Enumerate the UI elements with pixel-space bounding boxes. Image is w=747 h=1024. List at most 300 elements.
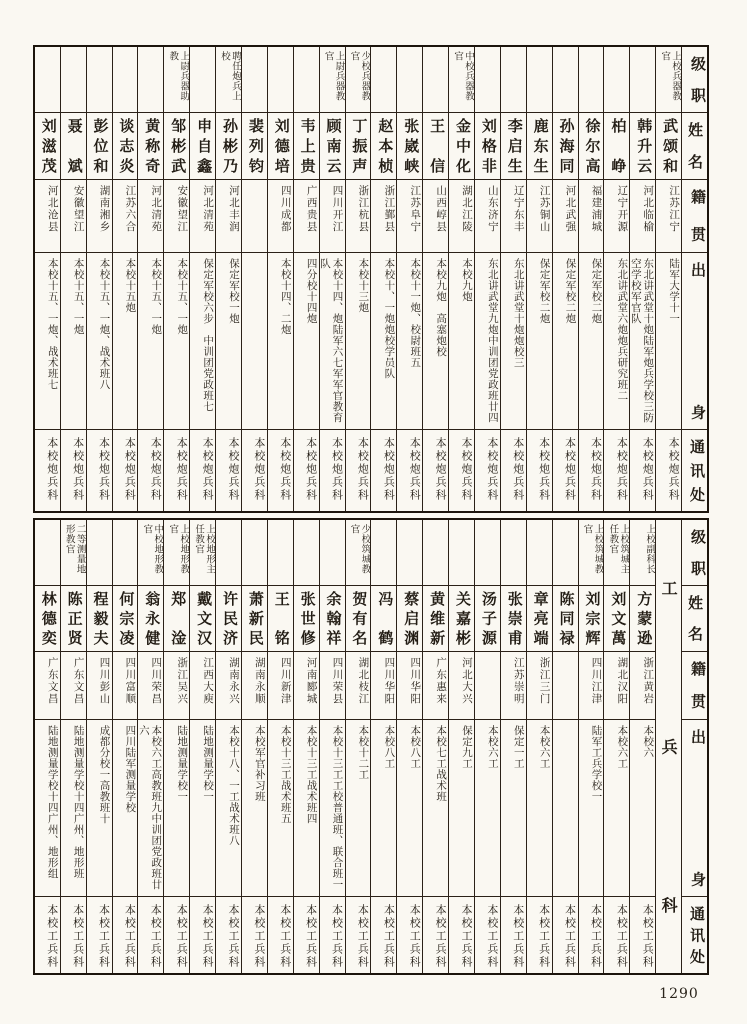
cell-name: 徐尔高 <box>579 113 604 180</box>
cell-origin: 陆地测量学校一 <box>164 720 189 897</box>
cell-origin: 四分校十四炮 <box>294 253 319 430</box>
cell-contact: 本校炮兵科 <box>382 437 396 502</box>
cell-name: 韦上贵 <box>294 113 319 180</box>
cell-rank <box>294 520 319 586</box>
cell-native: 四川江津 <box>579 652 604 720</box>
cell-origin: 本校十三工战术班四 <box>294 720 319 897</box>
cell-native: 四川华阳 <box>397 652 422 720</box>
cell-native: 山东济宁 <box>475 180 500 253</box>
cell-origin: 本校九炮 <box>449 253 474 430</box>
cell-rank <box>397 47 422 113</box>
header-column <box>681 520 707 973</box>
cell-name: 韩升云 <box>630 113 655 180</box>
cell-rank <box>190 47 215 113</box>
cell-native: 江苏江宁 <box>656 180 681 253</box>
cell-origin: 本校十五、一炮 <box>138 253 163 430</box>
cell-origin: 本校十五、一炮、战术班七 <box>35 253 60 430</box>
cell-rank <box>527 47 552 113</box>
person-column <box>500 520 526 973</box>
person-column <box>474 520 500 973</box>
cell-native: 安徽望江 <box>164 180 189 253</box>
cell-native: 河北丰润 <box>216 180 241 253</box>
cell-rank <box>216 520 241 586</box>
cell-origin: 本校十四、二炮 <box>268 253 293 430</box>
cell-name: 张崇甫 <box>501 586 526 652</box>
cell-contact: 本校工兵科 <box>97 904 111 969</box>
cell-origin: 本校十二工 <box>346 720 371 897</box>
person-column <box>137 520 163 973</box>
cell-name: 冯鹤 <box>371 586 396 652</box>
header-column <box>681 47 707 511</box>
cell-rank <box>294 47 319 113</box>
cell-contact: 本校工兵科 <box>434 904 448 969</box>
cell-name: 刘格非 <box>475 113 500 180</box>
cell-origin: 保定军校一炮 <box>216 253 241 430</box>
cell-contact: 本校工兵科 <box>408 904 422 969</box>
person-column <box>319 520 345 973</box>
cell-name: 方蒙逊 <box>630 586 655 652</box>
header-rank: 级职 <box>682 520 707 586</box>
cell-rank <box>604 47 629 113</box>
cell-contact: 本校工兵科 <box>45 904 59 969</box>
header-name: 姓名 <box>682 113 707 180</box>
cell-contact: 本校炮兵科 <box>330 437 344 502</box>
cell-native: 湖南永顺 <box>242 652 267 720</box>
person-column <box>396 520 422 973</box>
cell-origin: 保定军校六步 中训团党政班七 <box>190 253 215 430</box>
cell-contact: 本校工兵科 <box>123 904 137 969</box>
person-column <box>603 520 629 973</box>
cell-contact: 本校炮兵科 <box>149 437 163 502</box>
cell-origin: 本校八工 <box>397 720 422 897</box>
cell-origin: 陆地测量学校十四广州、地形组 <box>35 720 60 897</box>
cell-origin: 保定一工 <box>501 720 526 897</box>
cell-name: 刘滋茂 <box>35 113 60 180</box>
cell-rank <box>87 520 112 586</box>
cell-name: 鹿东生 <box>527 113 552 180</box>
cell-contact: 本校工兵科 <box>459 904 473 969</box>
cell-native <box>242 180 267 253</box>
cell-rank: 聘任炮兵上校 <box>216 47 241 113</box>
cell-origin: 本校六工高教班九中训团党政班廿六 <box>138 720 163 897</box>
cell-origin: 本校十五、一炮 <box>164 253 189 430</box>
header-contact: 通讯处 <box>688 439 706 502</box>
cell-contact: 本校炮兵科 <box>97 437 111 502</box>
cell-rank <box>553 47 578 113</box>
cell-origin: 本校六 <box>630 720 655 897</box>
cell-rank <box>553 520 578 586</box>
cell-origin: 陆军大学十一 <box>656 253 681 430</box>
cell-rank: 上校地形教官 <box>164 520 189 586</box>
cell-native: 河北大兴 <box>449 652 474 720</box>
cell-name: 柏峥 <box>604 113 629 180</box>
cell-native: 江苏六合 <box>113 180 138 253</box>
person-column <box>241 520 267 973</box>
person-column <box>526 520 552 973</box>
person-column <box>293 520 319 973</box>
cell-native: 四川开江 <box>320 180 345 253</box>
person-column <box>370 47 396 511</box>
cell-contact: 本校工兵科 <box>149 904 163 969</box>
person-column <box>86 47 112 511</box>
cell-name: 丁振声 <box>346 113 371 180</box>
cell-origin: 本校军官补习班 <box>242 720 267 897</box>
cell-contact: 本校炮兵科 <box>615 437 629 502</box>
cell-contact: 本校工兵科 <box>304 904 318 969</box>
cell-contact: 本校炮兵科 <box>434 437 448 502</box>
cell-native: 辽宁东丰 <box>501 180 526 253</box>
person-column <box>448 520 474 973</box>
cell-contact: 本校工兵科 <box>641 904 655 969</box>
cell-origin <box>242 253 267 430</box>
cell-contact: 本校工兵科 <box>252 904 266 969</box>
cell-rank <box>113 520 138 586</box>
cell-rank: 上校筑城教官 <box>579 520 604 586</box>
cell-origin: 本校十一炮、校尉班五 <box>397 253 422 430</box>
cell-native: 辽宁开源 <box>604 180 629 253</box>
cell-contact: 本校炮兵科 <box>356 437 370 502</box>
cell-rank: 上尉兵器教官 <box>320 47 345 113</box>
cell-contact: 本校炮兵科 <box>45 437 59 502</box>
cell-contact: 本校工兵科 <box>589 904 603 969</box>
person-column <box>112 47 138 511</box>
cell-rank <box>501 520 526 586</box>
cell-rank <box>449 520 474 586</box>
cell-native: 河北清苑 <box>138 180 163 253</box>
cell-native: 江苏阜宁 <box>397 180 422 253</box>
cell-contact: 本校炮兵科 <box>71 437 85 502</box>
cell-name: 张世修 <box>294 586 319 652</box>
person-column <box>370 520 396 973</box>
cell-name: 李启生 <box>501 113 526 180</box>
cell-rank <box>371 47 396 113</box>
cell-origin: 本校八工 <box>371 720 396 897</box>
cell-contact: 本校工兵科 <box>201 904 215 969</box>
cell-rank <box>242 520 267 586</box>
cell-contact: 本校炮兵科 <box>175 437 189 502</box>
cell-name: 张崴峡 <box>397 113 422 180</box>
cell-contact: 本校工兵科 <box>485 904 499 969</box>
cell-name: 余翰祥 <box>320 586 345 652</box>
cell-rank: 二等测量地形教官 <box>61 520 86 586</box>
cell-native: 浙江黄岩 <box>630 652 655 720</box>
person-column <box>526 47 552 511</box>
cell-rank: 上尉兵器助教 <box>164 47 189 113</box>
roster-table-engineering <box>33 518 709 975</box>
cell-contact: 本校工兵科 <box>511 904 525 969</box>
header-native: 籍贯 <box>682 652 707 720</box>
cell-contact: 本校工兵科 <box>226 904 240 969</box>
cell-contact: 本校工兵科 <box>382 904 396 969</box>
cell-contact: 本校炮兵科 <box>485 437 499 502</box>
cell-rank <box>475 520 500 586</box>
cell-native: 湖北江陵 <box>449 180 474 253</box>
cell-origin: 本校十五、一炮、战术班八 <box>87 253 112 430</box>
person-column <box>552 47 578 511</box>
person-column <box>215 47 241 511</box>
person-column <box>396 47 422 511</box>
cell-name: 邹彬武 <box>164 113 189 180</box>
cell-name: 林德奕 <box>35 586 60 652</box>
header-native: 籍贯 <box>682 180 707 253</box>
cell-rank: 上校副科长 <box>630 520 655 586</box>
cell-name: 陈正贤 <box>61 586 86 652</box>
cell-native: 四川新津 <box>268 652 293 720</box>
cell-origin: 本校十八、一工战术班八 <box>216 720 241 897</box>
person-column <box>241 47 267 511</box>
cell-native <box>553 652 578 720</box>
person-column <box>578 47 604 511</box>
person-column <box>655 47 681 511</box>
cell-origin: 本校十五、一炮 <box>61 253 86 430</box>
cell-contact: 本校工兵科 <box>278 904 292 969</box>
cell-name: 陈同禄 <box>553 586 578 652</box>
person-column <box>163 520 189 973</box>
cell-native: 广东文昌 <box>61 652 86 720</box>
cell-origin: 陆地测量学校一 <box>190 720 215 897</box>
person-column <box>189 47 215 511</box>
cell-contact: 本校工兵科 <box>615 904 629 969</box>
cell-native: 河北武强 <box>553 180 578 253</box>
person-column <box>578 520 604 973</box>
cell-origin: 保定军校二炮 <box>553 253 578 430</box>
person-column <box>345 520 371 973</box>
cell-native: 湖北汉阳 <box>604 652 629 720</box>
cell-rank <box>138 47 163 113</box>
person-column <box>189 520 215 973</box>
cell-contact: 本校炮兵科 <box>589 437 603 502</box>
cell-rank: 少校兵器教官 <box>346 47 371 113</box>
cell-origin: 本校十五炮 <box>113 253 138 430</box>
person-column <box>267 47 293 511</box>
cell-name: 孙海同 <box>553 113 578 180</box>
header-rank: 级职 <box>682 47 707 113</box>
cell-name: 郑淦 <box>164 586 189 652</box>
cell-rank <box>579 47 604 113</box>
cell-rank <box>397 520 422 586</box>
cell-name: 汤子源 <box>475 586 500 652</box>
cell-name: 王铭 <box>268 586 293 652</box>
cell-name: 蔡启渊 <box>397 586 422 652</box>
person-column <box>163 47 189 511</box>
cell-name: 章亮端 <box>527 586 552 652</box>
person-column <box>500 47 526 511</box>
section-divider-column <box>655 520 681 973</box>
cell-contact: 本校炮兵科 <box>537 437 551 502</box>
cell-rank: 上校兵器教官 <box>656 47 681 113</box>
cell-contact: 本校炮兵科 <box>511 437 525 502</box>
person-column <box>35 47 60 511</box>
cell-native: 河北清苑 <box>190 180 215 253</box>
cell-origin: 成都分校一高教班十 <box>87 720 112 897</box>
cell-native: 河北沧县 <box>35 180 60 253</box>
cell-origin: 本校十三工工校普通班、联合班一 <box>320 720 345 897</box>
cell-origin: 本校六工 <box>604 720 629 897</box>
cell-rank <box>35 520 60 586</box>
cell-contact: 本校炮兵科 <box>304 437 318 502</box>
cell-contact: 本校炮兵科 <box>278 437 292 502</box>
cell-rank <box>320 520 345 586</box>
page-number: 1290 <box>659 986 699 1002</box>
cell-native: 四川荣县 <box>320 652 345 720</box>
cell-origin <box>553 720 578 897</box>
cell-origin: 东北讲武堂十炮陆军炮兵学校三防空学校军官队 <box>630 253 655 430</box>
person-column <box>603 47 629 511</box>
cell-contact: 本校工兵科 <box>537 904 551 969</box>
cell-name: 金中化 <box>449 113 474 180</box>
cell-name: 顾南云 <box>320 113 345 180</box>
cell-native: 四川富顺 <box>113 652 138 720</box>
cell-native: 河北临榆 <box>630 180 655 253</box>
cell-origin: 本校九炮 高塞炮校 <box>423 253 448 430</box>
person-column <box>215 520 241 973</box>
cell-native: 安徽望江 <box>61 180 86 253</box>
cell-native: 湖南永兴 <box>216 652 241 720</box>
cell-rank <box>268 47 293 113</box>
cell-contact: 本校工兵科 <box>71 904 85 969</box>
cell-name: 武颂和 <box>656 113 681 180</box>
cell-name: 赵本桢 <box>371 113 396 180</box>
person-column <box>319 47 345 511</box>
cell-contact: 本校炮兵科 <box>563 437 577 502</box>
cell-name: 申自鑫 <box>190 113 215 180</box>
cell-rank <box>113 47 138 113</box>
cell-origin: 本校七工战术班 <box>423 720 448 897</box>
person-column <box>474 47 500 511</box>
cell-native: 浙江杭县 <box>346 180 371 253</box>
person-column <box>345 47 371 511</box>
cell-contact: 本校炮兵科 <box>641 437 655 502</box>
cell-name: 黄维新 <box>423 586 448 652</box>
header-contact: 通讯处 <box>688 906 706 964</box>
cell-name: 黄称奇 <box>138 113 163 180</box>
cell-contact: 本校炮兵科 <box>459 437 473 502</box>
cell-name: 贺有名 <box>346 586 371 652</box>
person-column <box>293 47 319 511</box>
cell-native: 福建浦城 <box>579 180 604 253</box>
cell-native: 浙江三门 <box>527 652 552 720</box>
cell-native: 江苏崇明 <box>501 652 526 720</box>
cell-native: 湖南湘乡 <box>87 180 112 253</box>
cell-contact: 本校炮兵科 <box>226 437 240 502</box>
cell-name: 聂斌 <box>61 113 86 180</box>
cell-rank <box>501 47 526 113</box>
person-column <box>60 47 86 511</box>
person-column <box>552 520 578 973</box>
person-column <box>112 520 138 973</box>
cell-contact: 本校工兵科 <box>175 904 189 969</box>
cell-rank <box>35 47 60 113</box>
cell-name: 翁永健 <box>138 586 163 652</box>
cell-name: 彭位和 <box>87 113 112 180</box>
cell-rank <box>87 47 112 113</box>
cell-contact: 本校炮兵科 <box>201 437 215 502</box>
cell-native: 浙江鄞县 <box>371 180 396 253</box>
person-column <box>422 47 448 511</box>
cell-origin: 陆军工兵学校一 <box>579 720 604 897</box>
cell-name: 王信 <box>423 113 448 180</box>
cell-rank <box>242 47 267 113</box>
cell-contact: 本校炮兵科 <box>123 437 137 502</box>
cell-native: 四川成都 <box>268 180 293 253</box>
person-column <box>267 520 293 973</box>
cell-contact: 本校炮兵科 <box>252 437 266 502</box>
cell-name: 刘德培 <box>268 113 293 180</box>
cell-origin: 四川陆军测量学校 <box>113 720 138 897</box>
cell-contact: 本校炮兵科 <box>667 437 681 502</box>
cell-origin: 本校十三工战术班五 <box>268 720 293 897</box>
cell-native: 江苏铜山 <box>527 180 552 253</box>
cell-origin: 东北讲武堂九炮中训团党政班廿四 <box>475 253 500 430</box>
cell-origin: 保定军校二炮 <box>527 253 552 430</box>
cell-native: 四川华阳 <box>371 652 396 720</box>
person-column <box>60 520 86 973</box>
cell-rank: 中校兵器教官 <box>449 47 474 113</box>
cell-origin: 本校十四、炮陆军六七军军官教育队 <box>320 253 345 430</box>
cell-native: 江西大庾 <box>190 652 215 720</box>
cell-name: 孙彬乃 <box>216 113 241 180</box>
person-column <box>137 47 163 511</box>
cell-native: 河南郾城 <box>294 652 319 720</box>
cell-origin: 东北讲武堂六炮炮兵研究班二 <box>604 253 629 430</box>
cell-native: 浙江吴兴 <box>164 652 189 720</box>
cell-name: 裴列钧 <box>242 113 267 180</box>
cell-native: 广东文昌 <box>35 652 60 720</box>
roster-table-artillery <box>33 45 709 513</box>
header-origin: 出身 <box>682 253 707 430</box>
person-column <box>448 47 474 511</box>
person-column <box>422 520 448 973</box>
cell-rank: 上校筑城主任教官 <box>604 520 629 586</box>
cell-native: 广东惠来 <box>423 652 448 720</box>
cell-rank <box>423 520 448 586</box>
cell-name: 谈志炎 <box>113 113 138 180</box>
cell-rank <box>630 47 655 113</box>
cell-native: 四川荣昌 <box>138 652 163 720</box>
cell-native: 湖北枝江 <box>346 652 371 720</box>
cell-rank <box>268 520 293 586</box>
cell-rank: 中校地形教官 <box>138 520 163 586</box>
header-name: 姓名 <box>682 586 707 652</box>
person-column <box>35 520 60 973</box>
cell-origin: 东北讲武堂十炮炮校三 <box>501 253 526 430</box>
section-label: 工兵科 <box>659 580 679 913</box>
cell-name: 许民济 <box>216 586 241 652</box>
cell-rank <box>475 47 500 113</box>
cell-origin: 陆地测量学校十四广州、地形班 <box>61 720 86 897</box>
cell-name: 关嘉彬 <box>449 586 474 652</box>
cell-origin: 本校十、一炮炮校学员队 <box>371 253 396 430</box>
cell-origin: 本校十三炮 <box>346 253 371 430</box>
person-column <box>629 47 655 511</box>
cell-native: 广西贵县 <box>294 180 319 253</box>
cell-contact: 本校工兵科 <box>356 904 370 969</box>
person-column <box>629 520 655 973</box>
cell-native: 四川彭山 <box>87 652 112 720</box>
cell-native: 山西崞县 <box>423 180 448 253</box>
cell-origin: 保定军校二炮 <box>579 253 604 430</box>
cell-name: 戴文汉 <box>190 586 215 652</box>
cell-rank <box>423 47 448 113</box>
header-origin: 出身 <box>682 720 707 897</box>
cell-rank: 少校筑城教官 <box>346 520 371 586</box>
cell-name: 何宗凌 <box>113 586 138 652</box>
cell-name: 刘宗辉 <box>579 586 604 652</box>
cell-name: 萧新民 <box>242 586 267 652</box>
cell-rank <box>371 520 396 586</box>
cell-rank <box>527 520 552 586</box>
cell-rank <box>61 47 86 113</box>
